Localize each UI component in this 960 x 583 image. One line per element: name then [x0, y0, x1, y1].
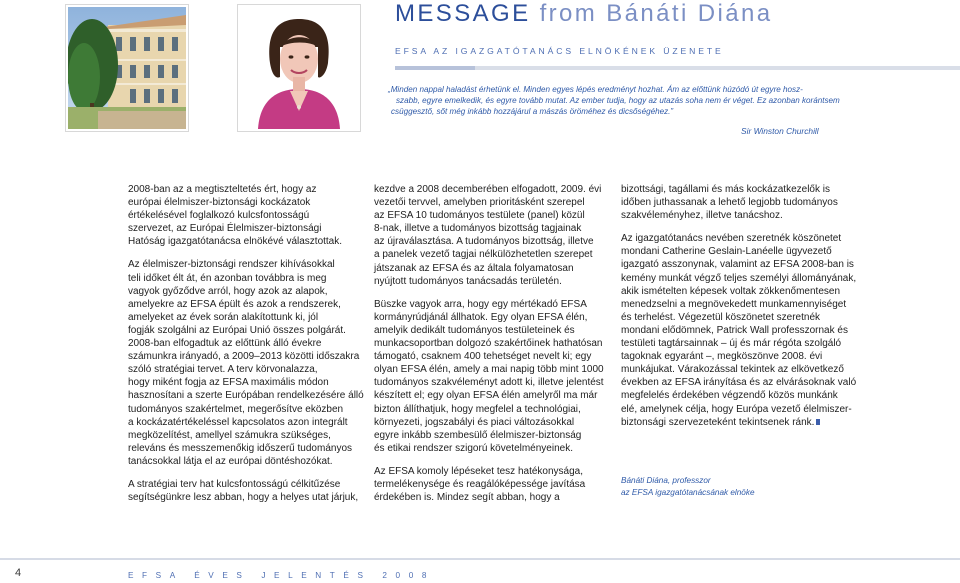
- body-line: 2008-ban az a megtiszteltetés ért, hogy az: [128, 184, 317, 195]
- body-line: segítségünkre lesz abban, hogy a helyes utat járjuk,: [128, 492, 359, 504]
- body-line: tanácsokkal látja el az európai döntéshozókat.: [128, 455, 333, 467]
- text-column-3: [621, 183, 856, 429]
- body-line: menedzselni a megnövekedett munkamennyiséget: [621, 298, 847, 310]
- body-line: számunkra irányadó, a 2009–2013 közötti időszakra: [128, 351, 360, 363]
- building-photo: [65, 4, 189, 132]
- body-line: amelyeket az évek során alakítottunk ki, jól: [128, 311, 319, 323]
- end-of-article-mark: [816, 419, 820, 425]
- page-title-rest: from Bánáti Diána: [539, 0, 773, 27]
- body-line: munkacsoportban dolgozó szakértőinek hathatósan: [374, 338, 603, 350]
- page-subtitle: EFSA AZ IGAZGATÓTANÁCS ELNÖKÉNEK ÜZENETE: [395, 46, 724, 56]
- body-line: és etikai rendszer szigorú követelményeinek.: [374, 442, 573, 454]
- quote: [388, 84, 840, 117]
- body-line: bizottsági, tagállami és más kockázatkezelők is: [621, 184, 830, 195]
- body-line: szóló stratégiai tervet. A terv körvonalazza,: [128, 364, 318, 376]
- building-illustration: [68, 7, 186, 129]
- footer-divider: [0, 558, 960, 560]
- body-line: vezetői tervvel, amelyben prioritásként szerepel: [374, 197, 585, 209]
- body-line: bizton állíthatjuk, hogy megfelel a technológiai,: [374, 403, 581, 415]
- body-line: vagyok győződve arról, hogy azok az alapok,: [128, 285, 328, 297]
- body-line: olyan EFSA élén, amely a mai napig több mint 1000: [374, 364, 604, 376]
- body-line: testületi tagtársainnak – új és már régóta szolgáló: [621, 338, 842, 350]
- body-line: európai élelmiszer-biztonsági kockázatok: [128, 197, 311, 209]
- body-line: termelékenysége és reagálóképessége javítása: [374, 478, 586, 490]
- quote-line: csüggesztő, sőt még inkább hozzájárul a mászás öröméhez és dicsőségéhez.”: [391, 107, 674, 116]
- text-column-2: [374, 183, 606, 504]
- body-line: kezdve a 2008 decemberében elfogadott, 2009. évi: [374, 184, 602, 195]
- body-line: Hatóság igazgatótanácsa elnökévé választottak.: [128, 236, 343, 248]
- page-title: [395, 0, 772, 28]
- quote-attribution: Sir Winston Churchill: [741, 126, 819, 136]
- body-line: teli időket élt át, én azonban továbbra is meg: [128, 272, 327, 284]
- body-line: tudományos szakértelmet, megerősítve eközben: [128, 403, 344, 415]
- body-line: nyújtott tudományos tanácsadás területén.: [374, 275, 562, 287]
- signature-role: az EFSA igazgatótanácsának elnöke: [621, 487, 755, 497]
- body-line: Az EFSA komoly lépéseket tesz hatékonysága,: [374, 465, 583, 477]
- body-line: tudományos szakvéleményt adott ki, illetve jelentést: [374, 377, 604, 389]
- body-line: egyre inkább szembesülő élelmiszer-biztonság: [374, 429, 582, 441]
- body-line: időben juthassanak a lehető legjobb tudományos: [621, 197, 838, 209]
- body-line: Az igazgatótanács nevében szeretnék köszönetet: [621, 233, 842, 245]
- body-line: az újraválasztása. A tudományos bizottság, illetve: [374, 236, 594, 248]
- page-title-main: MESSAGE: [395, 0, 531, 27]
- body-line: szakvéleményhez, illetve tanácshoz.: [621, 210, 783, 222]
- body-line: kormányrúdjánál állhatok. Egy olyan EFSA élén,: [374, 311, 588, 323]
- body-line: kemény munkát végző teljes személyi állományának,: [621, 272, 857, 284]
- body-line: megközelítést, amellyel számukra szükséges,: [128, 429, 331, 441]
- body-line: támogató, csaknem 400 tehetséget nevelt ki; egy: [374, 351, 592, 363]
- portrait-photo: [237, 4, 361, 132]
- body-line: biztonsági szervezeteként tekintsenek ránk.: [621, 416, 815, 428]
- body-line: munkájukat. Várakozással tekintek az elkövetkező: [621, 364, 844, 376]
- page-number: 4: [15, 567, 22, 579]
- body-line: mondani Catherine Geslain-Lanéelle ügyvezető: [621, 246, 832, 258]
- body-line-last: [621, 416, 856, 429]
- body-line: amelyekre az EFSA épült és azok a rendszerek,: [128, 298, 341, 310]
- body-line: mondani elődömnek, Patrick Wall professzornak és: [621, 324, 848, 336]
- body-line: igazgató asszonynak, valamint az EFSA 2008-ban is: [621, 259, 854, 271]
- body-line: tagoknak egyaránt –, megköszönve 2008. évi: [621, 351, 823, 363]
- body-line: környezeti, jogszabályi és piaci változásokkal: [374, 416, 575, 428]
- signature-name: Bánáti Diána, professzor: [621, 476, 711, 485]
- body-line: szervezet, az Európai Élelmiszer-biztonsági: [128, 223, 322, 235]
- body-line: elé, amelynek célja, hogy Európa vezető élelmiszer-: [621, 403, 852, 415]
- body-line: hogy miként fogja az EFSA maximális módon: [128, 377, 329, 389]
- title-divider: [395, 66, 960, 70]
- body-line: megfelelés érdekében végzendő közös munkánk: [621, 390, 838, 402]
- body-line: hasznosítani a szerte Európában rendelkezésére álló: [128, 390, 364, 402]
- body-line: fogják szolgálni az Európai Unió összes polgárát.: [128, 324, 346, 336]
- signature: [621, 475, 755, 498]
- body-line: amelyik dedikált tudományos testületeinek és: [374, 324, 575, 336]
- body-line: az EFSA 10 tudományos testülete (panel) közül: [374, 210, 585, 222]
- body-line: játszanak az EFSA és az általa folyamatosan: [374, 262, 574, 274]
- body-line: és terhelést. Végezetül köszönetet szeretnék: [621, 311, 821, 323]
- quote-line: szabb, egyre emelkedik, és egyre tovább mutat. Az ember tudja, hogy az utazás soha nem ér véget. Ez azonban korántsem: [396, 96, 840, 105]
- footer-title: EFSA ÉVES JELENTÉS 2008: [128, 571, 436, 580]
- body-line: A stratégiai terv hat kulcsfontosságú célkitűzése: [128, 478, 341, 490]
- body-line: Büszke vagyok arra, hogy egy mértékadó EFSA: [374, 298, 587, 310]
- body-line: akik ismételten képesek voltak zökkenőmentesen: [621, 285, 841, 297]
- body-line: Az élelmiszer-biztonsági rendszer kihívásokkal: [128, 259, 335, 271]
- body-line: értékelésével foglalkozó kulcsfontosságú: [128, 210, 310, 222]
- body-line: években az EFSA irányítása és az elvárásoknak való: [621, 377, 857, 389]
- body-line: érdekében is. Mindez segít abban, hogy a: [374, 492, 560, 504]
- body-line: 2008-ban elfogadtuk az előttünk álló évekre: [128, 338, 322, 350]
- body-line: készített el; egy olyan EFSA élén amelyről ma már: [374, 390, 598, 402]
- body-line: a panelek vezető tagjai nélkülözhetetlen szerepet: [374, 249, 593, 261]
- body-line: 8-nak, illetve a tudományos bizottság tagjainak: [374, 223, 582, 235]
- body-line: releváns és messzemenőkig időszerű tudományos: [128, 442, 352, 454]
- body-line: a kockázatértékeléssel kapcsolatos azon integrált: [128, 416, 348, 428]
- portrait-illustration: [240, 7, 358, 129]
- text-column-1: [128, 183, 364, 504]
- quote-line: „Minden nappal haladást érhetünk el. Minden egyes lépés eredményt hozhat. Ám az előttünk húzódó út egyre hosz-: [388, 85, 803, 94]
